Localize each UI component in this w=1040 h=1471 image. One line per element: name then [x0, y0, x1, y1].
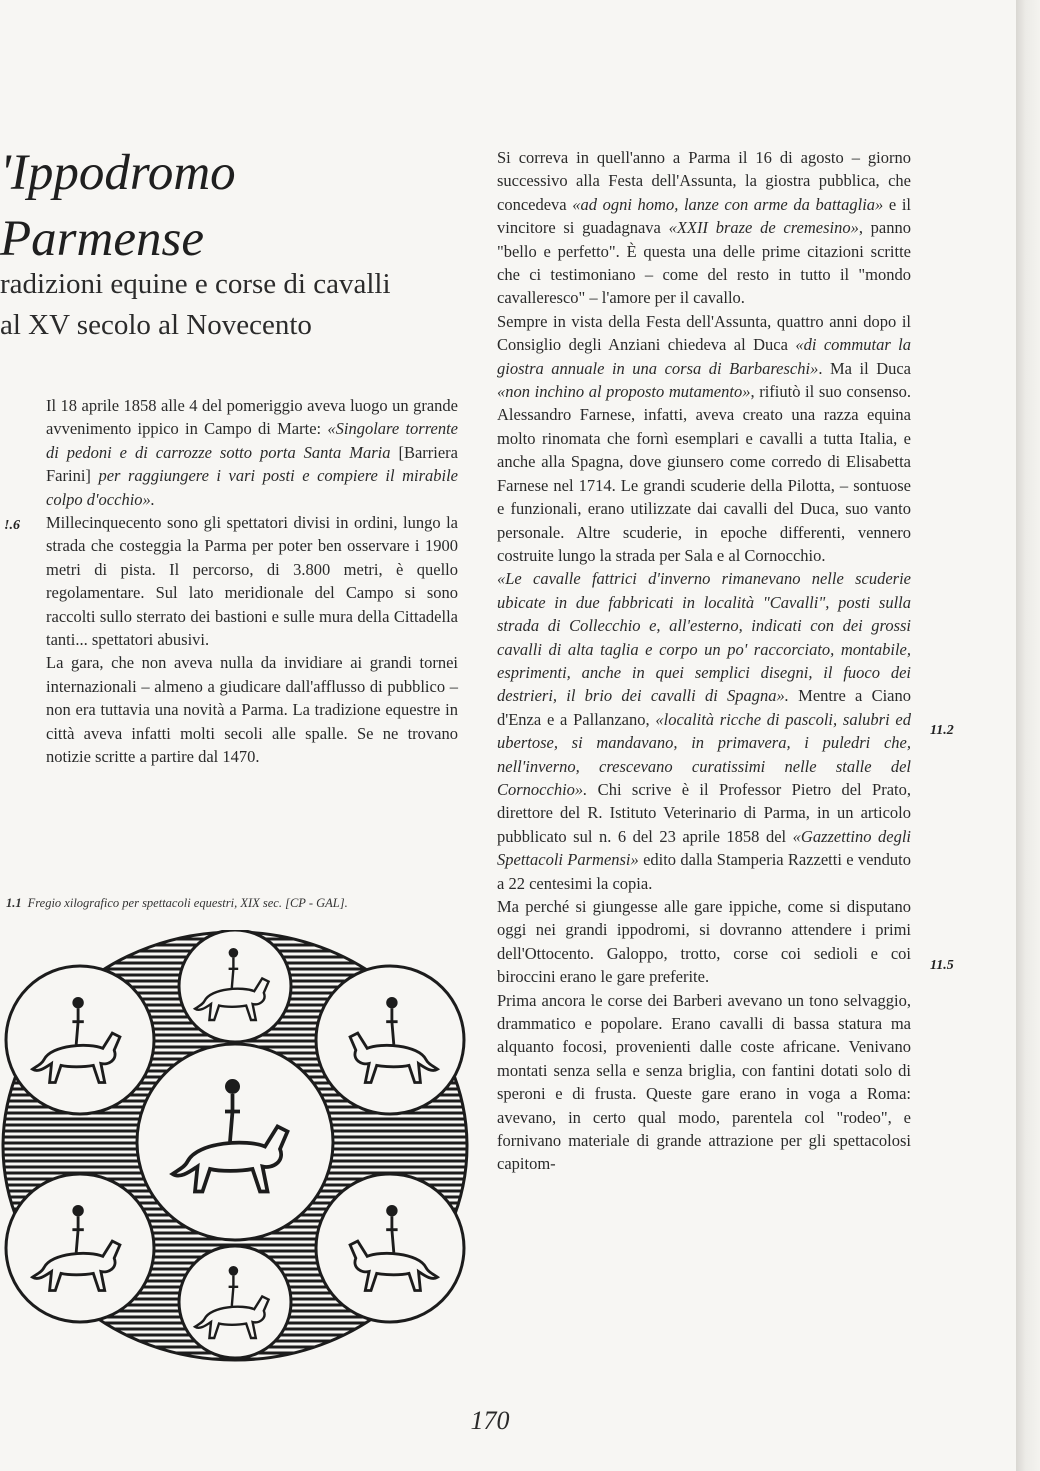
- right-paragraph-2: Sempre in vista della Festa dell'Assunta, quattro anni dopo il Consiglio degli Anziani chiedeva al Duca «di commutar la giostra annuale in una corsa di Barbareschi». Ma il Duca «non inchino al proposto mutamento», rifiutò il suo consenso. Alessandro Farnese, infatti, aveva creato una razza equina molto rinomata che fornì esemplari e cavalli a tutta Italia, e anche alla Spagna, dove giunsero come corredo di Elisabetta Farnese nel 1714. Le grandi scuderie della Pilotta, – sontuose e funzionali, erano utilizzate dai cavalli del Duca, suo vanto personale. Altre scuderie, in epoche differenti, vennero costruite lungo la strada per Sala e al Cornocchio.: [497, 311, 912, 565]
- right-paragraph-5: Prima ancora le corse dei Barberi avevano un tono selvaggio, drammatico e popolare. Erano cavalli di bassa statura ma alquanto focosi, provenienti dalle coste africane. Venivano montati senza sella e senza briglia, con fantini dotati solo di speroni e di frusta. Queste gare erano in voga a Roma: avevano, in certo qual modo, parentela col "rodeo", e fornivano materiale di grande attrazione per gli spettacolosi capitom-: [497, 990, 911, 1174]
- left-paragraph-2: Millecinquecento sono gli spettatori divisi in ordini, lungo la strada che costeggia la Parma per poter ben osservare i 1900 metri di pista. Il percorso, di 3.800 metri, è quello regolamentare. Sul lato meridionale del Campo si sono raccolti sullo sterrato dei bastioni e sulle mura della Cittadella tanti... spettatori abusivi.: [46, 513, 458, 650]
- page-edge-shadow: [1016, 0, 1040, 1471]
- page-number: 170: [470, 1406, 510, 1435]
- woodcut-illustration: [0, 930, 470, 1362]
- right-paragraph-3: «Le cavalle fattrici d'inverno rimanevano nelle scuderie ubicate in due fabbricati in località "Cavalli", posti sulla strada di Collecchio e, all'esterno, indicati con dei grossi cavalli di alta taglia e corpo un po' raccorciato, montabile, esprimenti, anche in quei semplici disegni, il fuoco dei destrieri, il brio dei cavalli di Spagna». Mentre a Ciano d'Enza e a Pallanzano, «località ricche di pascoli, salubri ed ubertose, si mandavano, in primavera, i puledri che, nell'inverno, crescevano curatissimi nelle stalle del Cornocchio». Chi scrive è il Professor Pietro del Prato, direttore del R. Istituto Veterinario di Parma, in un articolo pubblicato sul n. 6 del 23 aprile 1858 del «Gazzettino degli Spettacoli Parmensi» edito dalla Stamperia Razzetti e venduto a 22 centesimi la copia.: [497, 569, 912, 893]
- left-paragraph-1: Il 18 aprile 1858 alle 4 del pomeriggio aveva luogo un grande avvenimento ippico in Campo di Marte: «Singolare torrente di pedoni e di carrozze sotto porta Santa Maria [Barriera Farini] per raggiungere i vari posti e compiere il mirabile colpo d'occhio».: [46, 396, 458, 509]
- left-paragraph-3: La gara, che non aveva nulla da invidiare ai grandi tornei internazionali – almeno a giudicare dall'afflusso di pubblico – non era tuttavia una novità a Parma. La tradizione equestre in città aveva infatti molti secoli alle spalle. Se ne trovano notizie scritte a partire dal 1470.: [46, 653, 458, 767]
- left-text-column: [46, 394, 458, 769]
- right-text-column: [497, 146, 911, 1176]
- margin-ref-right-1: 11.2: [930, 723, 954, 738]
- figure-caption: [6, 896, 466, 911]
- right-paragraph-4: Ma perché si giungesse alle gare ippiche, come si disputano oggi nei grandi ippodromi, si dovranno attendere i primi dell'Ottocento. Galoppo, trotto, corse coi sedioli e coi biroccini erano le gare preferite.: [497, 897, 911, 987]
- right-paragraph-1: Si correva in quell'anno a Parma il 16 di agosto – giorno successivo alla Festa dell'Assunta, la giostra pubblica, che concedeva «ad ogni homo, lanze con arme da battaglia» e il vincitore si guadagnava «XXII braze de cremesino», panno "bello e perfetto". È questa una delle prime citazioni scritte che ci testimoniano – come del resto in tutto il "mondo cavalleresco" – l'amore per il cavallo.: [497, 148, 911, 308]
- title-line-2: Parmense: [0, 211, 204, 267]
- title-line-1: 'Ippodromo: [0, 145, 236, 201]
- subtitle-line-2: al XV secolo al Novecento: [0, 309, 312, 341]
- figure-number: 1.1: [6, 896, 22, 910]
- subtitle-line-1: radizioni equine e corse di cavalli: [0, 268, 391, 300]
- article-title: [0, 140, 470, 272]
- margin-ref-left: !.6: [4, 518, 20, 533]
- article-subtitle: [0, 264, 470, 346]
- figure-caption-text: Fregio xilografico per spettacoli equestri, XIX sec. [CP - GAL].: [27, 896, 348, 910]
- margin-ref-right-2: 11.5: [930, 958, 954, 973]
